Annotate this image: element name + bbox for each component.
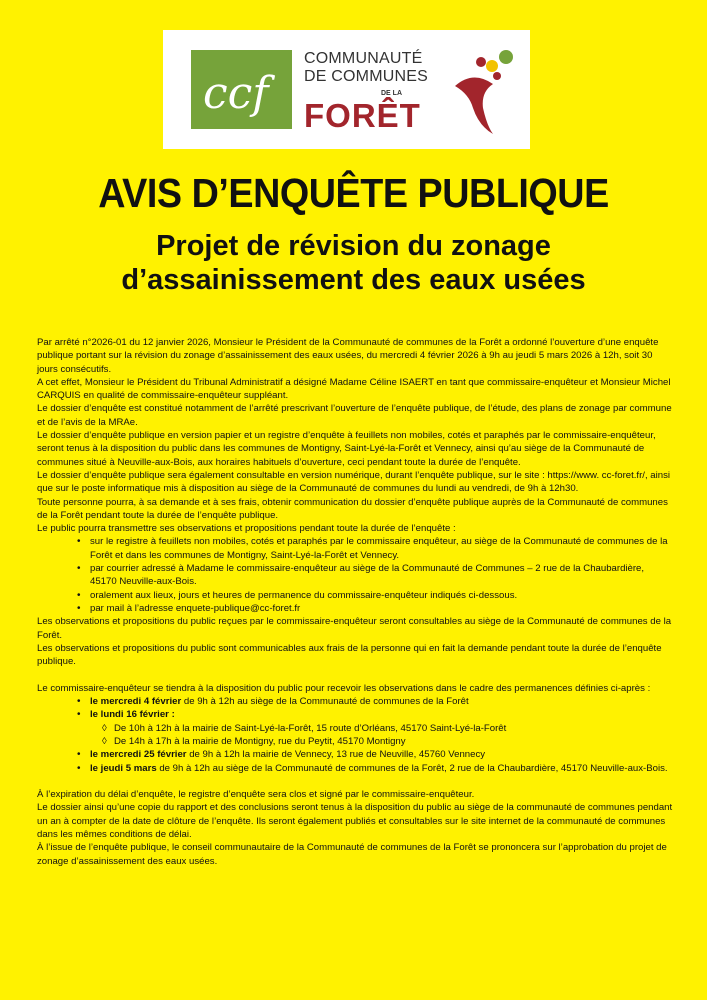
permanence-date: le lundi 16 février : <box>90 709 175 721</box>
list-item: • par courrier adressé à Madame le commissaire-enquêteur au siège de la Communauté de Communes – 2 rue de la Chaubardière, 45170 Neuville-aux-Bois. <box>37 562 673 589</box>
permanence-details: de 9h à 12h au siège de la Communauté de communes de la Forêt <box>181 696 469 708</box>
logo-line1: COMMUNAUTÉ <box>304 50 423 67</box>
logo-dot-red-small <box>493 72 501 80</box>
logo-dot-red <box>476 57 486 67</box>
permanence-details: de 9h à 12h la mairie de Vennecy, 13 rue de Neuville, 45760 Vennecy <box>186 749 486 761</box>
logo-initials: ccf <box>203 68 269 119</box>
permanence-item <box>37 695 673 708</box>
list-item: • sur le registre à feuillets non mobiles, cotés et paraphés par le commissaire enquêteur, au siège de la Communauté de communes de la Forêt et dans les communes de Montigny, Saint-Lyé-la-Forêt et Vennecy. <box>37 535 673 562</box>
page-subtitle <box>0 229 707 297</box>
paragraph: Le public pourra transmettre ses observations et propositions pendant toute la durée de l’enquête : <box>37 523 456 535</box>
permanence-details: de 9h à 12h au siège de la Communauté de communes de la Forêt, 2 rue de la Chaubardière, 45170 Neuville-aux-Bois. <box>156 762 668 774</box>
logo-dot-yellow <box>486 60 498 72</box>
logo-runner-swoosh <box>455 77 493 134</box>
permanences-list <box>37 695 673 775</box>
paragraph: Le dossier d’enquête publique en version papier et un registre d’enquête à feuillets non mobiles, cotés et paraphés par le commissaire-enquêteur, seront tenus à la disposition du public dans les communes de Montigny, Saint-Lyé-la-Forêt et Vennecy, ainsi qu’au siège de la Communauté de communes situé à Neuville-aux-Bois, aux horaires habituels d’ouverture, ceci pendant toute la durée de l’enquête. <box>37 430 656 468</box>
paragraph: A cet effet, Monsieur le Président du Tribunal Administratif a désigné Madame Céline ISAERT en tant que commissaire-enquêteur et Monsieur Michel CARQUIS en qualité de commissaire-enquêteur suppléant. <box>37 376 671 402</box>
permanence-item <box>37 762 673 775</box>
list-item: • oralement aux lieux, jours et heures de permanence du commissaire-enquêteur indiqués ci-dessous. <box>37 589 673 602</box>
notice-body <box>37 336 673 868</box>
channels-list <box>37 535 673 615</box>
page-title: AVIS D’ENQUÊTE PUBLIQUE <box>98 170 609 216</box>
logo-name: FORÊT <box>304 97 421 134</box>
logo-dot-green <box>499 50 513 64</box>
subtitle-line2: d’assainissement des eaux usées <box>121 264 586 296</box>
paragraph: Par arrêté n°2026-01 du 12 janvier 2026, Monsieur le Président de la Communauté de communes de la Forêt a ordonné l’ouverture d’une enquête publique portant sur la révision du zonage d’assainissement des eaux usées, du mercredi 4 février 2026 à 9h au jeudi 5 mars 2026 à 12h, soit 30 jours consécutifs. <box>37 337 659 375</box>
paragraph: Les observations et propositions du public sont communicables aux frais de la personne qui en fait la demande pendant toute la durée de l’enquête publique. <box>37 642 662 668</box>
permanence-subitem: ◊ De 14h à 17h à la mairie de Montigny, rue du Peytit, 45170 Montigny <box>37 735 673 748</box>
email-list-item: • par mail à l’adresse enquete-publique@cc-foret.fr <box>37 602 673 615</box>
permanence-subitem: ◊ De 10h à 12h à la mairie de Saint-Lyé-la-Forêt, 15 route d’Orléans, 45170 Saint-Lyé-la-Forêt <box>37 722 673 735</box>
logo <box>163 30 530 149</box>
permanence-item <box>37 708 673 721</box>
paragraph: Le dossier d’enquête publique sera également consultable en version numérique, durant l’enquête publique, sur le site : https://www. cc-foret.fr/, ainsi que sur le poste informatique mis à disposition au siège de la Communauté de communes du lundi au vendredi, de 9h à 12h30. <box>37 469 671 495</box>
paragraph: À l’issue de l’enquête publique, le conseil communautaire de la Communauté de communes de la Forêt se prononcera sur l’approbation du projet de zonage d’assainissement des eaux usées. <box>37 842 667 867</box>
permanence-item <box>37 748 673 761</box>
logo-dela: DE LA <box>381 90 402 97</box>
permanence-date: le jeudi 5 mars <box>90 762 157 774</box>
logo-line2: DE COMMUNES <box>304 68 428 85</box>
paragraph: Le dossier ainsi qu’une copie du rapport et des conclusions seront tenus à la disposition du public au siège de la communauté de communes pendant un an à compter de la date de clôture de l’enquête. Ils seront également publiés et consultables sur le site internet de la communauté de communes dans les mêmes conditions de délai. <box>37 802 673 840</box>
paragraph: Le dossier d’enquête est constitué notamment de l’arrêté prescrivant l’ouverture de l’enquête publique, de l’étude, des plans de zonage par commune et de l’avis de la MRAe. <box>37 403 672 428</box>
paragraph: Toute personne pourra, à sa demande et à ses frais, obtenir communication du dossier d’enquête publique auprès de la Communauté de communes de la Forêt pendant toute la durée de l’enquête publique. <box>37 496 668 521</box>
permanence-date: le mercredi 4 février <box>90 696 182 708</box>
permanence-date: le mercredi 25 février <box>90 749 187 761</box>
paragraph: Les observations et propositions du public reçues par le commissaire-enquêteur seront consultables au siège de la Communauté de communes de la Forêt. <box>37 616 672 641</box>
permanences-intro: Le commissaire-enquêteur se tiendra à la disposition du public pour recevoir les observations dans le cadre des permanences définies ci-après : <box>37 682 651 694</box>
paragraph: À l’expiration du délai d’enquête, le registre d’enquête sera clos et signé par le commissaire-enquêteur. <box>37 789 475 801</box>
subtitle-line1: Projet de révision du zonage <box>156 230 551 262</box>
